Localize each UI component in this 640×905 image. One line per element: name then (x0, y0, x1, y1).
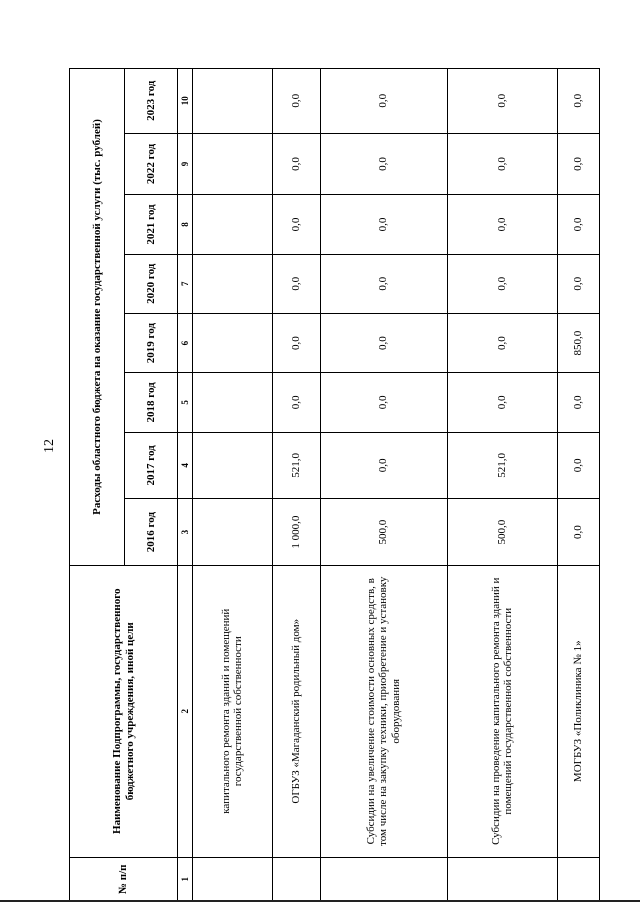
row-value: 0,0 (447, 254, 557, 313)
row-num (447, 857, 557, 901)
table-row (557, 69, 599, 902)
row-value: 0,0 (320, 254, 447, 313)
row-value: 0,0 (320, 313, 447, 372)
row-name: МОГБУЗ «Поликлиника № 1» (557, 565, 599, 857)
header-year: 2017 год (125, 432, 178, 499)
header-group: Расходы областного бюджета на оказание государственной услуги (тыс. рублей) (70, 69, 125, 566)
row-value: 500,0 (447, 499, 557, 566)
row-value (192, 133, 272, 195)
row-num (320, 857, 447, 901)
row-name: ОГБУЗ «Магаданский родильный дом» (273, 565, 321, 857)
index-cell: 1 (178, 857, 193, 901)
row-value (192, 432, 272, 499)
table-row (447, 69, 557, 902)
header-year: 2020 год (125, 254, 178, 313)
row-value: 0,0 (557, 195, 599, 254)
row-value: 0,0 (273, 254, 321, 313)
row-value (192, 195, 272, 254)
row-value: 0,0 (557, 133, 599, 195)
row-name: Субсидии на увеличение стоимости основных средств, в том числе на закупку техники, приобретение и установку оборудования (320, 565, 447, 857)
table-row (320, 69, 447, 902)
index-cell: 7 (178, 254, 193, 313)
row-value (192, 499, 272, 566)
row-value: 850,0 (557, 313, 599, 372)
index-cell: 6 (178, 313, 193, 372)
header-year: 2021 год (125, 195, 178, 254)
expenses-table (69, 68, 600, 902)
row-value: 0,0 (447, 195, 557, 254)
index-cell: 9 (178, 133, 193, 195)
row-value (192, 313, 272, 372)
row-value: 0,0 (273, 69, 321, 134)
header-year: 2016 год (125, 499, 178, 566)
table-row (192, 69, 272, 902)
page-number: 12 (42, 439, 57, 453)
index-cell: 10 (178, 69, 193, 134)
row-value: 0,0 (557, 69, 599, 134)
index-cell: 8 (178, 195, 193, 254)
row-value: 0,0 (557, 254, 599, 313)
row-name: Субсидии на проведение капитального ремонта зданий и помещений государственной собственности (447, 565, 557, 857)
header-num: № п/п (70, 857, 178, 901)
row-value (192, 69, 272, 134)
row-value (192, 254, 272, 313)
index-cell: 4 (178, 432, 193, 499)
row-value: 0,0 (447, 69, 557, 134)
header-name: Наименование Подпрограммы, государственного бюджетного учреждения, иной цели (70, 565, 178, 857)
row-value: 0,0 (557, 499, 599, 566)
row-name: капитального ремонта зданий и помещений государственной собственности (192, 565, 272, 857)
row-value (192, 373, 272, 432)
row-value: 0,0 (320, 133, 447, 195)
header-year: 2018 год (125, 373, 178, 432)
header-row-1 (70, 69, 125, 902)
page-bottom-rule (0, 900, 640, 902)
row-value: 0,0 (447, 313, 557, 372)
header-year: 2023 год (125, 69, 178, 134)
row-num (557, 857, 599, 901)
row-num (192, 857, 272, 901)
row-value: 0,0 (320, 195, 447, 254)
row-value: 0,0 (557, 373, 599, 432)
header-year: 2022 год (125, 133, 178, 195)
row-value: 0,0 (447, 133, 557, 195)
row-value: 0,0 (273, 373, 321, 432)
index-cell: 2 (178, 565, 193, 857)
index-row (178, 69, 193, 902)
row-value: 0,0 (320, 69, 447, 134)
row-value: 1 000,0 (273, 499, 321, 566)
table-row (273, 69, 321, 902)
row-value: 0,0 (447, 373, 557, 432)
index-cell: 5 (178, 373, 193, 432)
row-value: 0,0 (273, 133, 321, 195)
index-cell: 3 (178, 499, 193, 566)
row-value: 0,0 (320, 373, 447, 432)
row-value: 0,0 (320, 432, 447, 499)
row-value: 521,0 (273, 432, 321, 499)
row-value: 0,0 (273, 313, 321, 372)
row-value: 0,0 (273, 195, 321, 254)
header-year: 2019 год (125, 313, 178, 372)
row-value: 0,0 (557, 432, 599, 499)
row-num (273, 857, 321, 901)
rotated-table-frame (69, 68, 600, 902)
row-value: 521,0 (447, 432, 557, 499)
row-value: 500,0 (320, 499, 447, 566)
